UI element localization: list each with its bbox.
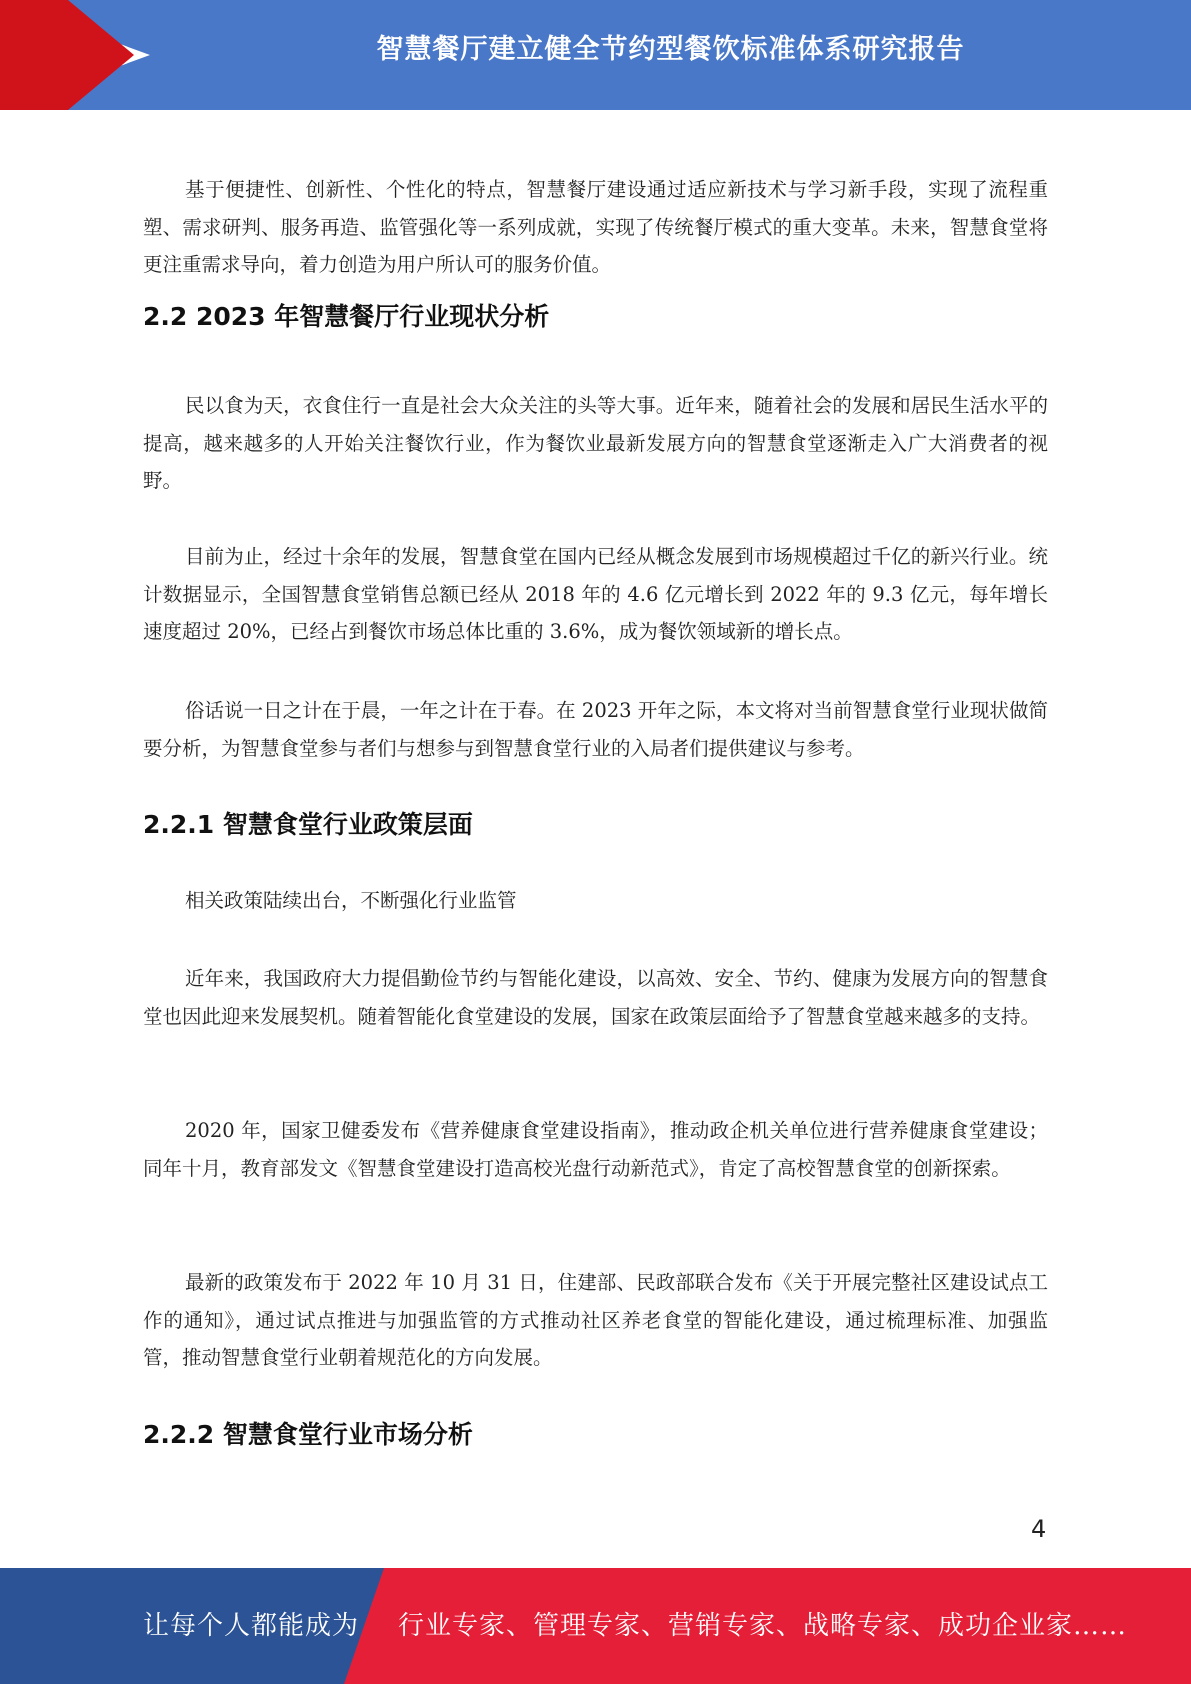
- header-red-chevron: [68, 0, 134, 110]
- header-banner: [0, 0, 1191, 110]
- footer-banner: [0, 1568, 1191, 1684]
- header-red-block: [0, 0, 68, 110]
- section-heading-2-2-1: 2.2.1 智慧食堂行业政策层面: [143, 810, 473, 839]
- section-heading-2-2: 2.2 2023 年智慧餐厅行业现状分析: [143, 302, 550, 331]
- page-number: 4: [1031, 1515, 1047, 1543]
- paragraph-policy-2020: 2020 年，国家卫健委发布《营养健康食堂建设指南》，推动政企机关单位进行营养健康食堂建设；同年十月，教育部发文《智慧食堂建设打造高校光盘行动新范式》，肯定了高校智慧食堂的创新探索。: [143, 1119, 1048, 1180]
- paragraph-intro: 基于便捷性、创新性、个性化的特点，智慧餐厅建设通过适应新技术与学习新手段，实现了流程重塑、需求研判、服务再造、监管强化等一系列成就，实现了传统餐厅模式的重大变革。未来，智慧食堂将更注重需求导向，着力创造为用户所认可的服务价值。: [143, 178, 1048, 276]
- paragraph-policy-support: 近年来，我国政府大力提倡勤俭节约与智能化建设，以高效、安全、节约、健康为发展方向的智慧食堂也因此迎来发展契机。随着智能化食堂建设的发展，国家在政策层面给予了智慧食堂越来越多的支持。: [143, 967, 1048, 1028]
- document-title: 智慧餐厅建立健全节约型餐饮标准体系研究报告: [376, 34, 965, 65]
- paragraph-policy-2022: 最新的政策发布于 2022 年 10 月 31 日，住建部、民政部联合发布《关于开展完整社区建设试点工作的通知》，通过试点推进与加强监管的方式推动社区养老食堂的智能化建设，通过梳理标准、加强监管，推动智慧食堂行业朝着规范化的方向发展。: [143, 1271, 1048, 1369]
- footer-slogan-left: 让每个人都能成为: [143, 1611, 360, 1641]
- paragraph-outlook: 俗话说一日之计在于晨，一年之计在于春。在 2023 开年之际，本文将对当前智慧食堂行业现状做简要分析，为智慧食堂参与者们与想参与到智慧食堂行业的入局者们提供建议与参考。: [143, 699, 1048, 760]
- paragraph-market-size: 目前为止，经过十余年的发展，智慧食堂在国内已经从概念发展到市场规模超过千亿的新兴行业。统计数据显示，全国智慧食堂销售总额已经从 2018 年的 4.6 亿元增长到 2022 年的 9.3 亿元，每年增长速度超过 20%，已经占到餐饮市场总体比重的 3.6%，成为餐饮领域新的增长点。: [143, 545, 1048, 643]
- paragraph-industry-context: 民以食为天，衣食住行一直是社会大众关注的头等大事。近年来，随着社会的发展和居民生活水平的提高，越来越多的人开始关注餐饮行业，作为餐饮业最新发展方向的智慧食堂逐渐走入广大消费者的视野。: [143, 394, 1048, 492]
- section-heading-2-2-2: 2.2.2 智慧食堂行业市场分析: [143, 1420, 473, 1449]
- footer-slogan-right: 行业专家、管理专家、营销专家、战略专家、成功企业家……: [398, 1611, 1128, 1641]
- paragraph-policy-summary: 相关政策陆续出台，不断强化行业监管: [185, 889, 517, 912]
